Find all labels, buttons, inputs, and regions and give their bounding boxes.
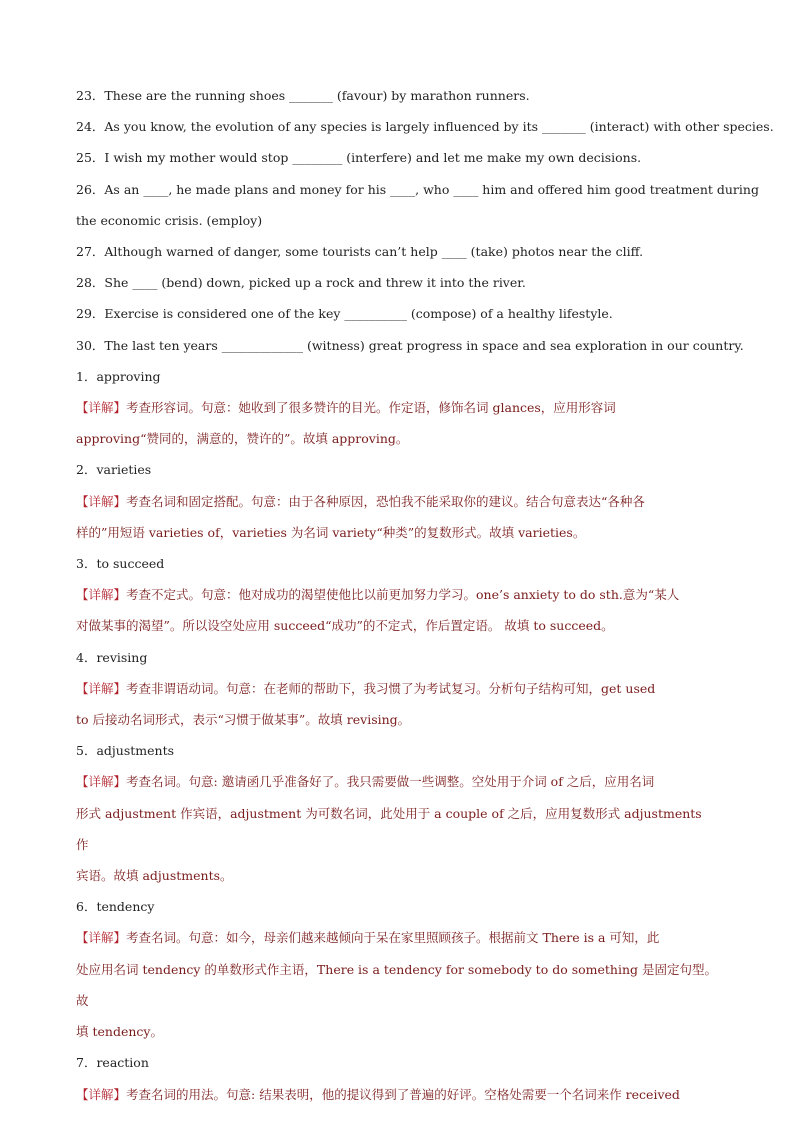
- answer-word: adjustments: [96, 743, 175, 759]
- question-text-after: (witness) great progress in space and sea exploration in our country.: [303, 337, 744, 353]
- explanation-text: 考查名词的用法。句意: 结果表明，他的提议得到了普遍的好评。空格处需要一个名词来作 received: [126, 1086, 680, 1102]
- explanation-text: 形式 adjustment 作宾语，adjustment 为可数名词，此处用于 a couple of 之后，应用复数形式 adjustments 作: [76, 805, 702, 852]
- explanation-line: [76, 1079, 718, 1110]
- question-text-before: I wish my mother would stop: [104, 150, 293, 166]
- answer-heading: [76, 735, 718, 766]
- explanation-line: [76, 392, 718, 423]
- question-text-after: (compose) of a healthy lifestyle.: [406, 306, 613, 322]
- question-blank[interactable]: _______: [289, 88, 333, 103]
- question-line: [76, 298, 718, 329]
- explanation-tag: 【详解】: [76, 1086, 127, 1102]
- explanation-line: [76, 860, 718, 891]
- question-line: [76, 111, 774, 142]
- question-blank[interactable]: __________: [344, 306, 407, 322]
- question-line: [76, 142, 718, 173]
- answer-number: 1．: [76, 368, 97, 384]
- question-number: 23．: [76, 88, 105, 103]
- explanation-tag: 【详解】: [76, 400, 127, 416]
- explanation-line: [76, 579, 718, 610]
- question-text-before: The last ten years: [104, 337, 222, 353]
- question-blank[interactable]: _____________: [221, 337, 303, 353]
- explanation-text: 宾语。故填 adjustments。: [76, 868, 233, 884]
- question-text-after: , he made plans and money for his ____, who ____ him and offered him good treatment during: [168, 181, 759, 197]
- explanation-line: [76, 954, 718, 1016]
- question-blank[interactable]: ____: [143, 181, 169, 197]
- explanation-line: [76, 704, 718, 735]
- question-text-before: the economic crisis. (employ): [76, 212, 263, 228]
- answer-word: to succeed: [96, 556, 165, 572]
- question-blank[interactable]: ________: [292, 150, 343, 166]
- explanation-tag: 【详解】: [76, 680, 127, 696]
- question-number: 24．: [76, 119, 105, 135]
- answer-word: revising: [96, 649, 148, 665]
- explanation-line: [76, 766, 718, 797]
- question-number: 27．: [76, 244, 105, 260]
- answer-number: 4．: [76, 649, 97, 665]
- answer-heading: [76, 361, 718, 392]
- question-line: [76, 236, 718, 267]
- answer-word: varieties: [96, 462, 152, 478]
- answer-heading: [76, 548, 718, 579]
- answer-list: [76, 361, 718, 1110]
- question-number: 28．: [76, 275, 105, 291]
- explanation-text: 考查名词。句意: 邀请函几乎准备好了。我只需要做一些调整。空处用于介词 of 之后，应用名词: [126, 774, 655, 790]
- answer-number: 2．: [76, 462, 97, 478]
- question-number: 30．: [76, 337, 105, 353]
- explanation-text: 考查不定式。句意：他对成功的渴望使他比以前更加努力学习。one’s anxiety to do sth.意为“某人: [126, 587, 680, 603]
- explanation-text: to 后接动名词形式，表示“习惯于做某事”。故填 revising。: [76, 712, 411, 728]
- explanation-line: [76, 517, 718, 548]
- question-number: 25．: [76, 150, 105, 166]
- explanation-text: 填 tendency。: [76, 1024, 163, 1040]
- question-blank[interactable]: _______: [542, 119, 586, 135]
- explanation-line: [76, 423, 718, 454]
- explanation-line: [76, 610, 718, 641]
- explanation-text: 考查名词和固定搭配。句意：由于各种原因，恐怕我不能采取你的建议。结合句意表达“各种各: [126, 493, 645, 509]
- explanation-line: [76, 673, 718, 704]
- answer-number: 3．: [76, 556, 97, 572]
- explanation-text: 考查非谓语动词。句意：在老师的帮助下，我习惯了为考试复习。分析句子结构可知，get used: [126, 680, 656, 696]
- question-text-before: These are the running shoes: [104, 88, 290, 103]
- explanation-text: 考查名词。句意：如今，母亲们越来越倾向于呆在家里照顾孩子。根据前文 There is a 可知，此: [126, 930, 660, 946]
- answer-word: tendency: [96, 899, 155, 915]
- question-text-before: Exercise is considered one of the key: [104, 306, 345, 322]
- document-page: [76, 80, 774, 1110]
- explanation-text: 对做某事的渴望”。所以设空处应用 succeed“成功”的不定式，作后置定语。 故填 to succeed。: [76, 618, 614, 634]
- question-line: [76, 267, 718, 298]
- question-number: 26．: [76, 181, 105, 197]
- explanation-tag: 【详解】: [76, 587, 127, 603]
- explanation-tag: 【详解】: [76, 493, 127, 509]
- explanation-text: 样的”用短语 varieties of，varieties 为名词 variety“种类”的复数形式。故填 varieties。: [76, 524, 586, 540]
- question-line: [76, 80, 718, 111]
- answer-word: reaction: [96, 1055, 149, 1071]
- answer-heading: [76, 1047, 718, 1078]
- question-text-after: (interact) with other species.: [585, 119, 774, 135]
- explanation-line: [76, 922, 718, 953]
- explanation-text: 考查形容词。句意：她收到了很多赞许的目光。作定语，修饰名词 glances，应用形容词: [126, 400, 616, 416]
- answer-heading: [76, 891, 718, 922]
- question-text-after: (interfere) and let me make my own decisions.: [342, 150, 642, 166]
- answer-number: 5．: [76, 743, 97, 759]
- question-blank[interactable]: ____: [441, 244, 467, 260]
- question-text-after: (favour) by marathon runners.: [332, 88, 530, 103]
- explanation-text: approving“赞同的，满意的，赞许的”。故填 approving。: [76, 431, 409, 447]
- question-text-before: Although warned of danger, some tourists can’t help: [104, 244, 442, 260]
- question-text-before: As you know, the evolution of any species is largely influenced by its: [104, 119, 543, 135]
- question-line: [76, 174, 759, 205]
- explanation-line: [76, 798, 718, 860]
- question-list: [76, 80, 774, 361]
- question-text-before: As an: [104, 181, 144, 197]
- answer-word: approving: [96, 368, 161, 384]
- explanation-line: [76, 486, 718, 517]
- explanation-tag: 【详解】: [76, 930, 127, 946]
- explanation-tag: 【详解】: [76, 774, 127, 790]
- explanation-text: 处应用名词 tendency 的单数形式作主语，There is a tendency for somebody to do something 是固定句型。故: [76, 961, 717, 1008]
- question-text-after: (take) photos near the cliff.: [466, 244, 644, 260]
- answer-number: 7．: [76, 1055, 97, 1071]
- answer-heading: [76, 642, 718, 673]
- answer-number: 6．: [76, 899, 97, 915]
- explanation-line: [76, 1016, 718, 1047]
- question-line: [76, 330, 744, 361]
- question-line: [76, 205, 718, 236]
- question-blank[interactable]: ____: [132, 275, 158, 291]
- question-number: 29．: [76, 306, 105, 322]
- question-text-after: (bend) down, picked up a rock and threw it into the river.: [157, 275, 526, 291]
- answer-heading: [76, 454, 718, 485]
- question-text-before: She: [104, 275, 133, 291]
